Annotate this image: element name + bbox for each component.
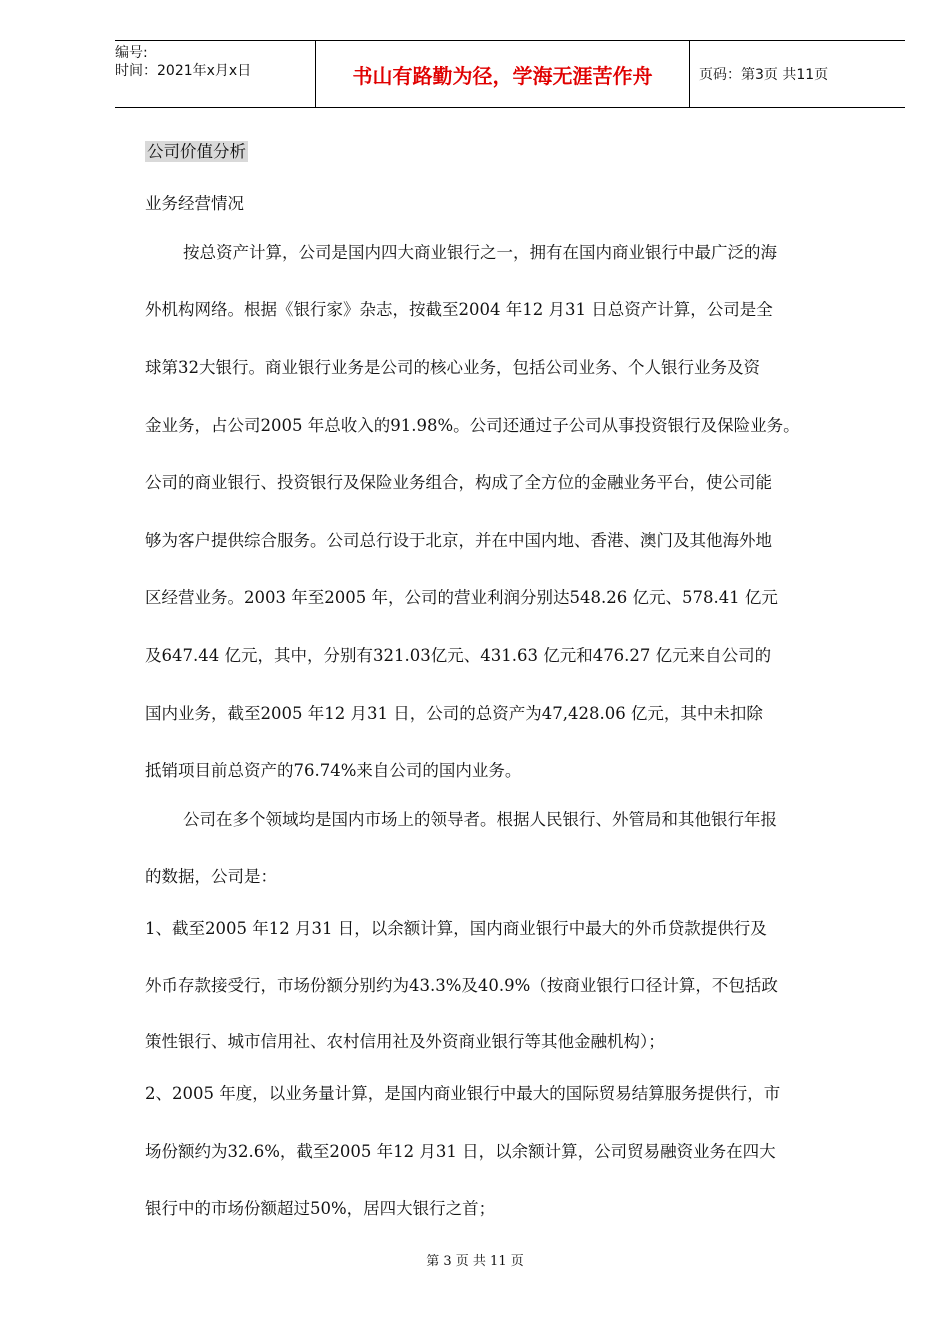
body-line: 场份额约为32.6%，截至2005 年12 月31 日，以余额计算，公司贸易融资业务在四大 xyxy=(145,1142,776,1161)
body-line: 外币存款接受行，市场份额分别约为43.3%及40.9%（按商业银行口径计算，不包括政 xyxy=(145,976,778,995)
header-page-number: 页码：第3页 共11页 xyxy=(699,67,829,83)
body-line: 按总资产计算，公司是国内四大商业银行之一，拥有在国内商业银行中最广泛的海 xyxy=(183,243,777,262)
list-item: 1、截至2005 年12 月31 日，以余额计算，国内商业银行中最大的外币贷款提供行及 xyxy=(145,919,767,938)
page-footer: 第 3 页 共 11 页 xyxy=(426,1254,524,1269)
body-line: 国内业务，截至2005 年12 月31 日，公司的总资产为47,428.06 亿元，其中未扣除 xyxy=(145,704,763,723)
time-label: 时间：2021年x月x日 xyxy=(115,63,252,79)
body-line: 公司在多个领域均是国内市场上的领导者。根据人民银行、外管局和其他银行年报 xyxy=(183,810,777,829)
body-line: 银行中的市场份额超过50%，居四大银行之首； xyxy=(145,1199,496,1218)
body-line: 的数据，公司是： xyxy=(145,867,277,886)
body-line: 公司的商业银行、投资银行及保险业务组合，构成了全方位的金融业务平台，使公司能 xyxy=(145,473,772,492)
list-item: 2、2005 年度，以业务量计算，是国内商业银行中最大的国际贸易结算服务提供行，市 xyxy=(145,1084,781,1103)
header-meta xyxy=(115,41,315,110)
section-title-line xyxy=(145,138,248,162)
body-line: 球第32大银行。商业银行业务是公司的核心业务，包括公司业务、个人银行业务及资 xyxy=(145,358,760,377)
body-line: 外机构网络。根据《银行家》杂志，按截至2004 年12 月31 日总资产计算，公司是全 xyxy=(145,300,773,319)
section-title: 公司价值分析 xyxy=(147,142,246,161)
subsection-title: 业务经营情况 xyxy=(145,194,244,213)
body-line: 及647.44 亿元，其中，分别有321.03亿元、431.63 亿元和476.27 亿元来自公司的 xyxy=(145,646,772,665)
body-line: 金业务，占公司2005 年总收入的91.98%。公司还通过子公司从事投资银行及保险业务。 xyxy=(145,416,800,435)
body-line: 够为客户提供综合服务。公司总行设于北京，并在中国内地、香港、澳门及其他海外地 xyxy=(145,531,772,550)
body-line: 抵销项目前总资产的76.74%来自公司的国内业务。 xyxy=(145,761,522,780)
body-line: 区经营业务。2003 年至2005 年，公司的营业利润分别达548.26 亿元、578.41 亿元 xyxy=(145,588,778,607)
body-line: 策性银行、城市信用社、农村信用社及外资商业银行等其他金融机构）； xyxy=(145,1032,665,1051)
header-motto: 书山有路勤为径，学海无涯苦作舟 xyxy=(315,41,690,107)
page-header xyxy=(115,40,905,108)
code-label: 编号: xyxy=(115,45,148,61)
